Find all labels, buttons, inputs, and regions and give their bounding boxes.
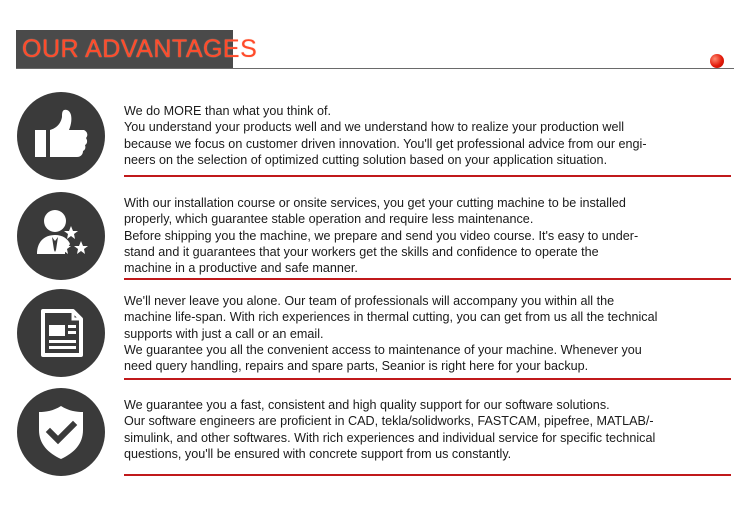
text-line: We'll never leave you alone. Our team of professionals will accompany you within all the: [124, 294, 615, 308]
header: [0, 0, 750, 80]
page-title: OUR ADVANTAGES: [22, 35, 258, 63]
section-divider: [124, 278, 731, 280]
red-dot-icon: [710, 54, 724, 68]
text-line: Our software engineers are proficient in CAD, tekla/solidworks, FASTCAM, pipefree, MATLAB/-: [124, 414, 654, 429]
text-line: because we focus on customer driven innovation. You'll get professional advice from our engi-: [124, 136, 647, 151]
text-line: machine in a productive and safe manner.: [124, 261, 358, 276]
text-line: stand and it guarantees that your workers get the skills and confidence to operate the: [124, 244, 599, 259]
text-line: We guarantee you a fast, consistent and high quality support for our software solutions.: [124, 398, 610, 412]
section-1-text: [124, 103, 724, 168]
text-line: Before shipping you the machine, we prepare and send you video course. It's easy to under-: [124, 228, 639, 243]
text-line: need query handling, repairs and spare parts, Seanior is right here for your backup.: [124, 359, 589, 374]
text-line: We do MORE than what you think of.: [124, 104, 331, 118]
shield-check-icon: [17, 388, 105, 476]
title-banner: [16, 30, 258, 68]
section-divider: [124, 378, 731, 380]
text-line: We guarantee you all the convenient access to maintenance of your machine. Whenever you: [124, 342, 642, 357]
text-line: machine life-span. With rich experiences in thermal cutting, you can get from us all the technical: [124, 310, 658, 325]
section-divider: [124, 474, 731, 476]
section-3-text: [124, 293, 724, 374]
text-line: questions, you'll be ensured with concrete support from us constantly.: [124, 446, 512, 461]
section-divider: [124, 175, 731, 177]
text-line: neers on the selection of optimized cutting solution based on your application situation.: [124, 152, 608, 167]
section-4-text: [124, 397, 724, 462]
section-2-text: [124, 195, 724, 276]
expert-stars-icon: [17, 192, 105, 280]
header-divider: [16, 68, 734, 69]
text-line: properly, which guarantee stable operation and require less maintenance.: [124, 212, 534, 227]
text-line: simulink, and other softwares. With rich experiences and individual service for specific technical: [124, 430, 656, 445]
document-icon: [17, 289, 105, 377]
text-line: With our installation course or onsite services, you get your cutting machine to be installed: [124, 196, 626, 210]
text-line: You understand your products well and we understand how to realize your production well: [124, 120, 625, 135]
thumbs-up-icon: [17, 92, 105, 180]
text-line: supports with just a call or an email.: [124, 326, 324, 341]
